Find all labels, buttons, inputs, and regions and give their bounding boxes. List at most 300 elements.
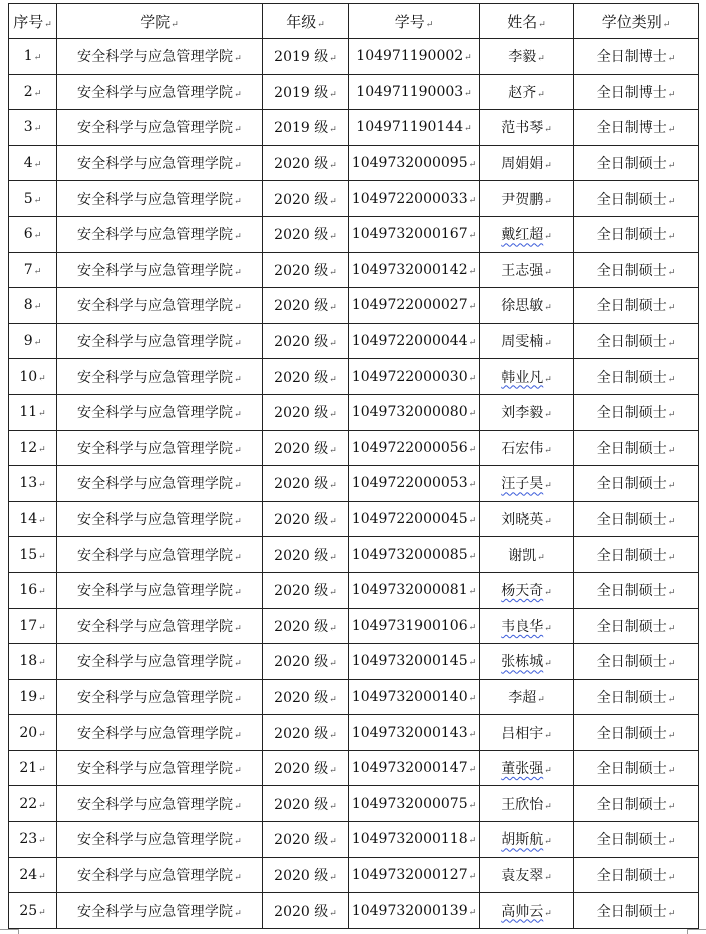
header-no-label: 序号 xyxy=(13,12,44,31)
cell-no[interactable] xyxy=(9,537,57,573)
cell-grade[interactable] xyxy=(263,644,349,680)
cell-grade[interactable] xyxy=(263,181,349,217)
cell-college-text: 安全科学与应急管理学院 xyxy=(77,725,234,742)
cell-degree[interactable] xyxy=(574,893,699,929)
table-row xyxy=(9,893,699,929)
paragraph-mark-icon: ↵ xyxy=(234,872,242,883)
paragraph-mark-icon: ↵ xyxy=(544,303,552,314)
cell-college[interactable] xyxy=(57,466,263,502)
cell-grade[interactable] xyxy=(263,288,349,324)
cell-no-text: 3 xyxy=(23,119,33,136)
cell-grade-text: 2020 级 xyxy=(274,547,329,564)
cell-grade[interactable] xyxy=(263,608,349,644)
cell-grade[interactable] xyxy=(263,359,349,395)
cell-no[interactable] xyxy=(9,466,57,502)
cell-college[interactable] xyxy=(57,715,263,751)
cell-name[interactable] xyxy=(480,466,574,502)
cell-no[interactable] xyxy=(9,74,57,110)
cell-name[interactable] xyxy=(480,786,574,822)
cell-no-text: 2 xyxy=(23,83,33,100)
cell-student-id[interactable] xyxy=(349,145,480,181)
cell-degree[interactable] xyxy=(574,252,699,288)
cell-student-id-text: 1049732000085 xyxy=(351,546,468,563)
cell-college[interactable] xyxy=(57,216,263,252)
cell-student-id[interactable] xyxy=(349,679,480,715)
cell-name[interactable] xyxy=(480,181,574,217)
cell-name[interactable] xyxy=(480,216,574,252)
cell-grade-text: 2020 级 xyxy=(274,298,329,315)
cell-name-text: 李超 xyxy=(508,689,537,706)
cell-grade[interactable] xyxy=(263,145,349,181)
paragraph-mark-icon: ↵ xyxy=(329,588,337,599)
cell-name[interactable] xyxy=(480,822,574,858)
paragraph-mark-icon: ↵ xyxy=(234,89,242,100)
cell-degree[interactable] xyxy=(574,537,699,573)
paragraph-mark-icon: ↵ xyxy=(234,410,242,421)
cell-student-id-text: 104971190003 xyxy=(356,83,464,100)
cell-grade-text: 2020 级 xyxy=(274,262,329,279)
cell-student-id[interactable] xyxy=(349,216,480,252)
cell-student-id[interactable] xyxy=(349,857,480,893)
paragraph-mark-icon: ↵ xyxy=(329,445,337,456)
cell-degree[interactable] xyxy=(574,715,699,751)
cell-no-text: 20 xyxy=(19,724,38,741)
cell-name[interactable] xyxy=(480,39,574,75)
cell-name-text: 汪子昊 xyxy=(501,476,544,493)
cell-student-id[interactable] xyxy=(349,430,480,466)
paragraph-mark-icon: ↵ xyxy=(667,694,676,705)
cell-grade[interactable] xyxy=(263,110,349,146)
cell-degree-text: 全日制硕士 xyxy=(596,654,667,671)
cell-name-text: 尹贺鹏 xyxy=(501,191,544,208)
paragraph-mark-icon: ↵ xyxy=(329,481,337,492)
cell-college[interactable] xyxy=(57,181,263,217)
cell-college[interactable] xyxy=(57,750,263,786)
cell-college[interactable] xyxy=(57,74,263,110)
cell-no[interactable] xyxy=(9,608,57,644)
paragraph-mark-icon: ↵ xyxy=(38,729,46,740)
cell-student-id[interactable] xyxy=(349,359,480,395)
paragraph-mark-icon: ↵ xyxy=(538,19,546,30)
cell-student-id[interactable] xyxy=(349,181,480,217)
cell-grade[interactable] xyxy=(263,537,349,573)
cell-college-text: 安全科学与应急管理学院 xyxy=(77,49,234,66)
cell-grade[interactable] xyxy=(263,715,349,751)
cell-grade[interactable] xyxy=(263,466,349,502)
table-row xyxy=(9,430,699,466)
paragraph-mark-icon: ↵ xyxy=(544,801,552,812)
cell-grade[interactable] xyxy=(263,39,349,75)
cell-student-id-text: 1049732000118 xyxy=(351,831,468,848)
cell-name[interactable] xyxy=(480,394,574,430)
cell-no[interactable] xyxy=(9,252,57,288)
table-row xyxy=(9,679,699,715)
cell-degree-text: 全日制硕士 xyxy=(596,547,667,564)
cell-name-text: 刘晓英 xyxy=(501,512,544,529)
cell-no[interactable] xyxy=(9,181,57,217)
paragraph-mark-icon: ↵ xyxy=(329,552,337,563)
cell-college[interactable] xyxy=(57,323,263,359)
cell-name[interactable] xyxy=(480,715,574,751)
cell-name[interactable] xyxy=(480,252,574,288)
paragraph-mark-icon: ↵ xyxy=(468,658,477,669)
cell-college[interactable] xyxy=(57,786,263,822)
cell-degree-text: 全日制硕士 xyxy=(596,832,667,849)
cell-no[interactable] xyxy=(9,715,57,751)
paragraph-mark-icon: ↵ xyxy=(468,836,477,847)
cell-degree[interactable] xyxy=(574,786,699,822)
cell-degree-text: 全日制硕士 xyxy=(596,405,667,422)
cell-no[interactable] xyxy=(9,644,57,680)
cell-no-text: 16 xyxy=(19,582,38,599)
cell-no-text: 11 xyxy=(19,404,38,421)
paragraph-mark-icon: ↵ xyxy=(667,232,676,243)
paragraph-mark-icon: ↵ xyxy=(667,908,676,919)
cell-college[interactable] xyxy=(57,39,263,75)
cell-grade-text: 2020 级 xyxy=(274,369,329,386)
header-degree[interactable] xyxy=(574,4,699,39)
paragraph-mark-icon: ↵ xyxy=(544,623,552,634)
cell-name[interactable] xyxy=(480,893,574,929)
cell-college-text: 安全科学与应急管理学院 xyxy=(77,84,234,101)
paragraph-mark-icon: ↵ xyxy=(544,374,552,385)
cell-degree[interactable] xyxy=(574,181,699,217)
paragraph-mark-icon: ↵ xyxy=(662,19,671,30)
cell-no-text: 9 xyxy=(23,333,33,350)
cell-student-id[interactable] xyxy=(349,39,480,75)
table-row xyxy=(9,466,699,502)
cell-grade-text: 2020 级 xyxy=(274,156,329,173)
cell-student-id[interactable] xyxy=(349,644,480,680)
cell-student-id-text: 1049732000143 xyxy=(351,724,468,741)
cell-name-text: 韦良华 xyxy=(501,618,544,635)
paragraph-mark-icon: ↵ xyxy=(38,409,46,420)
cell-degree[interactable] xyxy=(574,288,699,324)
cell-name-text: 周雯楠 xyxy=(501,334,544,351)
cell-name[interactable] xyxy=(480,323,574,359)
paragraph-mark-icon: ↵ xyxy=(38,693,46,704)
paragraph-mark-icon: ↵ xyxy=(38,551,46,562)
cell-grade[interactable] xyxy=(263,857,349,893)
paragraph-mark-icon: ↵ xyxy=(667,517,676,528)
cell-college[interactable] xyxy=(57,608,263,644)
cell-degree-text: 全日制硕士 xyxy=(596,796,667,813)
cell-grade[interactable] xyxy=(263,822,349,858)
cell-no[interactable] xyxy=(9,145,57,181)
cell-college[interactable] xyxy=(57,394,263,430)
cell-name[interactable] xyxy=(480,608,574,644)
cell-degree[interactable] xyxy=(574,679,699,715)
table-row xyxy=(9,644,699,680)
cell-college[interactable] xyxy=(57,359,263,395)
cell-college-text: 安全科学与应急管理学院 xyxy=(77,867,234,884)
table-row xyxy=(9,252,699,288)
cell-student-id[interactable] xyxy=(349,466,480,502)
cell-name[interactable] xyxy=(480,750,574,786)
cell-student-id-text: 1049732000139 xyxy=(351,902,468,919)
cell-student-id[interactable] xyxy=(349,252,480,288)
header-college[interactable] xyxy=(57,4,263,39)
table-row xyxy=(9,216,699,252)
cell-student-id[interactable] xyxy=(349,715,480,751)
cell-student-id[interactable] xyxy=(349,501,480,537)
cell-degree-text: 全日制硕士 xyxy=(596,334,667,351)
paragraph-mark-icon: ↵ xyxy=(667,623,676,634)
cell-college[interactable] xyxy=(57,288,263,324)
cell-college-text: 安全科学与应急管理学院 xyxy=(77,689,234,706)
cell-no[interactable] xyxy=(9,822,57,858)
cell-college[interactable] xyxy=(57,537,263,573)
paragraph-mark-icon: ↵ xyxy=(38,587,46,598)
cell-grade[interactable] xyxy=(263,430,349,466)
cell-student-id[interactable] xyxy=(349,394,480,430)
cell-college[interactable] xyxy=(57,572,263,608)
paragraph-mark-icon: ↵ xyxy=(468,338,477,349)
paragraph-mark-icon: ↵ xyxy=(544,908,552,919)
cell-student-id[interactable] xyxy=(349,750,480,786)
paragraph-mark-icon: ↵ xyxy=(468,907,477,918)
cell-degree[interactable] xyxy=(574,608,699,644)
cell-degree[interactable] xyxy=(574,857,699,893)
paragraph-mark-icon: ↵ xyxy=(667,196,676,207)
cell-student-id[interactable] xyxy=(349,822,480,858)
paragraph-mark-icon: ↵ xyxy=(667,588,676,599)
paragraph-mark-icon: ↵ xyxy=(33,302,42,313)
cell-grade-text: 2020 级 xyxy=(274,618,329,635)
cell-college[interactable] xyxy=(57,501,263,537)
cell-degree[interactable] xyxy=(574,466,699,502)
cell-college-text: 安全科学与应急管理学院 xyxy=(77,298,234,315)
cell-no[interactable] xyxy=(9,394,57,430)
cell-student-id[interactable] xyxy=(349,893,480,929)
cell-degree[interactable] xyxy=(574,74,699,110)
cell-no[interactable] xyxy=(9,893,57,929)
header-college-label: 学院 xyxy=(140,12,171,31)
cell-degree[interactable] xyxy=(574,216,699,252)
paragraph-mark-icon: ↵ xyxy=(38,836,46,847)
cell-student-id[interactable] xyxy=(349,786,480,822)
cell-grade[interactable] xyxy=(263,252,349,288)
cell-degree[interactable] xyxy=(574,430,699,466)
cell-no[interactable] xyxy=(9,110,57,146)
cell-grade[interactable] xyxy=(263,893,349,929)
cell-degree[interactable] xyxy=(574,359,699,395)
paragraph-mark-icon: ↵ xyxy=(234,801,242,812)
cell-no[interactable] xyxy=(9,857,57,893)
cell-name[interactable] xyxy=(480,572,574,608)
paragraph-mark-icon: ↵ xyxy=(544,232,552,243)
cell-degree[interactable] xyxy=(574,572,699,608)
cell-name-text: 杨天奇 xyxy=(501,583,544,600)
cell-name-text: 范书琴 xyxy=(501,120,544,137)
cell-college[interactable] xyxy=(57,430,263,466)
paragraph-mark-icon: ↵ xyxy=(329,196,337,207)
cell-degree[interactable] xyxy=(574,644,699,680)
cell-name[interactable] xyxy=(480,74,574,110)
cell-name[interactable] xyxy=(480,857,574,893)
cell-no-text: 18 xyxy=(19,653,38,670)
cell-degree-text: 全日制硕士 xyxy=(596,725,667,742)
paragraph-mark-icon: ↵ xyxy=(667,410,676,421)
cell-student-id[interactable] xyxy=(349,74,480,110)
header-grade-label: 年级 xyxy=(286,12,317,31)
cell-no[interactable] xyxy=(9,288,57,324)
page-corner-mark-left xyxy=(0,929,19,934)
cell-college-text: 安全科学与应急管理学院 xyxy=(77,618,234,635)
cell-no[interactable] xyxy=(9,572,57,608)
cell-degree-text: 全日制硕士 xyxy=(596,583,667,600)
paragraph-mark-icon: ↵ xyxy=(667,89,676,100)
cell-no-text: 7 xyxy=(23,261,33,278)
paragraph-mark-icon: ↵ xyxy=(537,54,545,65)
header-grade[interactable] xyxy=(263,4,349,39)
cell-student-id-text: 1049732000080 xyxy=(351,404,468,421)
paragraph-mark-icon: ↵ xyxy=(544,125,552,136)
paragraph-mark-icon: ↵ xyxy=(537,89,545,100)
cell-no[interactable] xyxy=(9,39,57,75)
cell-degree-text: 全日制硕士 xyxy=(596,298,667,315)
cell-name[interactable] xyxy=(480,145,574,181)
cell-degree[interactable] xyxy=(574,750,699,786)
cell-no[interactable] xyxy=(9,430,57,466)
cell-grade[interactable] xyxy=(263,216,349,252)
paragraph-mark-icon: ↵ xyxy=(329,659,337,670)
paragraph-mark-icon: ↵ xyxy=(468,871,477,882)
cell-no[interactable] xyxy=(9,323,57,359)
cell-no[interactable] xyxy=(9,786,57,822)
paragraph-mark-icon: ↵ xyxy=(329,125,337,136)
cell-name[interactable] xyxy=(480,644,574,680)
cell-degree-text: 全日制硕士 xyxy=(596,512,667,529)
cell-college[interactable] xyxy=(57,644,263,680)
header-degree-label: 学位类别 xyxy=(601,12,662,31)
cell-name-text: 谢凯 xyxy=(508,547,537,564)
cell-no[interactable] xyxy=(9,501,57,537)
cell-degree[interactable] xyxy=(574,145,699,181)
cell-grade[interactable] xyxy=(263,786,349,822)
cell-student-id-text: 1049732000167 xyxy=(351,226,468,243)
paragraph-mark-icon: ↵ xyxy=(468,302,477,313)
cell-grade[interactable] xyxy=(263,394,349,430)
cell-name[interactable] xyxy=(480,288,574,324)
cell-student-id-text: 1049732000075 xyxy=(351,795,468,812)
paragraph-mark-icon: ↵ xyxy=(329,766,337,777)
cell-student-id[interactable] xyxy=(349,572,480,608)
cell-grade[interactable] xyxy=(263,679,349,715)
cell-grade-text: 2019 级 xyxy=(274,49,329,66)
cell-degree-text: 全日制硕士 xyxy=(596,867,667,884)
paragraph-mark-icon: ↵ xyxy=(33,195,42,206)
cell-no-text: 19 xyxy=(19,688,38,705)
paragraph-mark-icon: ↵ xyxy=(667,766,676,777)
cell-name[interactable] xyxy=(480,501,574,537)
cell-college[interactable] xyxy=(57,857,263,893)
cell-name[interactable] xyxy=(480,430,574,466)
cell-grade[interactable] xyxy=(263,74,349,110)
cell-grade-text: 2020 级 xyxy=(274,512,329,529)
cell-college-text: 安全科学与应急管理学院 xyxy=(77,156,234,173)
cell-degree-text: 全日制硕士 xyxy=(596,191,667,208)
table-row xyxy=(9,323,699,359)
paragraph-mark-icon: ↵ xyxy=(667,552,676,563)
cell-college[interactable] xyxy=(57,893,263,929)
cell-college[interactable] xyxy=(57,822,263,858)
cell-degree[interactable] xyxy=(574,323,699,359)
cell-grade[interactable] xyxy=(263,323,349,359)
cell-no[interactable] xyxy=(9,359,57,395)
cell-grade[interactable] xyxy=(263,750,349,786)
cell-college[interactable] xyxy=(57,110,263,146)
cell-no[interactable] xyxy=(9,750,57,786)
cell-student-id[interactable] xyxy=(349,537,480,573)
paragraph-mark-icon: ↵ xyxy=(468,693,477,704)
paragraph-mark-icon: ↵ xyxy=(468,160,477,171)
paragraph-mark-icon: ↵ xyxy=(537,694,545,705)
cell-no-text: 22 xyxy=(19,795,38,812)
cell-college[interactable] xyxy=(57,252,263,288)
paragraph-mark-icon: ↵ xyxy=(544,766,552,777)
cell-degree[interactable] xyxy=(574,39,699,75)
header-no[interactable] xyxy=(9,4,57,39)
paragraph-mark-icon: ↵ xyxy=(38,516,46,527)
header-student-id[interactable] xyxy=(349,4,480,39)
header-name[interactable] xyxy=(480,4,574,39)
cell-college[interactable] xyxy=(57,679,263,715)
paragraph-mark-icon: ↵ xyxy=(329,232,337,243)
paragraph-mark-icon: ↵ xyxy=(38,907,46,918)
cell-no-text: 17 xyxy=(19,617,38,634)
cell-degree[interactable] xyxy=(574,501,699,537)
cell-degree[interactable] xyxy=(574,394,699,430)
cell-college-text: 安全科学与应急管理学院 xyxy=(77,512,234,529)
table-row xyxy=(9,181,699,217)
cell-student-id[interactable] xyxy=(349,608,480,644)
cell-college[interactable] xyxy=(57,145,263,181)
paragraph-mark-icon: ↵ xyxy=(667,445,676,456)
cell-name[interactable] xyxy=(480,679,574,715)
cell-student-id[interactable] xyxy=(349,323,480,359)
cell-degree[interactable] xyxy=(574,822,699,858)
paragraph-mark-icon: ↵ xyxy=(329,161,337,172)
paragraph-mark-icon: ↵ xyxy=(234,837,242,848)
cell-student-id[interactable] xyxy=(349,288,480,324)
paragraph-mark-icon: ↵ xyxy=(33,88,42,99)
cell-grade-text: 2020 级 xyxy=(274,903,329,920)
cell-no-text: 4 xyxy=(23,155,33,172)
cell-grade[interactable] xyxy=(263,572,349,608)
cell-no[interactable] xyxy=(9,216,57,252)
cell-grade-text: 2020 级 xyxy=(274,191,329,208)
paragraph-mark-icon: ↵ xyxy=(234,517,242,528)
cell-college-text: 安全科学与应急管理学院 xyxy=(77,334,234,351)
paragraph-mark-icon: ↵ xyxy=(329,730,337,741)
cell-name[interactable] xyxy=(480,537,574,573)
cell-grade[interactable] xyxy=(263,501,349,537)
paragraph-mark-icon: ↵ xyxy=(234,481,242,492)
cell-student-id[interactable] xyxy=(349,110,480,146)
cell-college-text: 安全科学与应急管理学院 xyxy=(77,120,234,137)
cell-no[interactable] xyxy=(9,679,57,715)
cell-name[interactable] xyxy=(480,359,574,395)
header-name-label: 姓名 xyxy=(507,12,538,31)
cell-grade-text: 2020 级 xyxy=(274,405,329,422)
cell-degree-text: 全日制硕士 xyxy=(596,476,667,493)
cell-name-text: 吕相宇 xyxy=(501,725,544,742)
cell-college-text: 安全科学与应急管理学院 xyxy=(77,191,234,208)
table-row xyxy=(9,608,699,644)
cell-name[interactable] xyxy=(480,110,574,146)
cell-degree[interactable] xyxy=(574,110,699,146)
